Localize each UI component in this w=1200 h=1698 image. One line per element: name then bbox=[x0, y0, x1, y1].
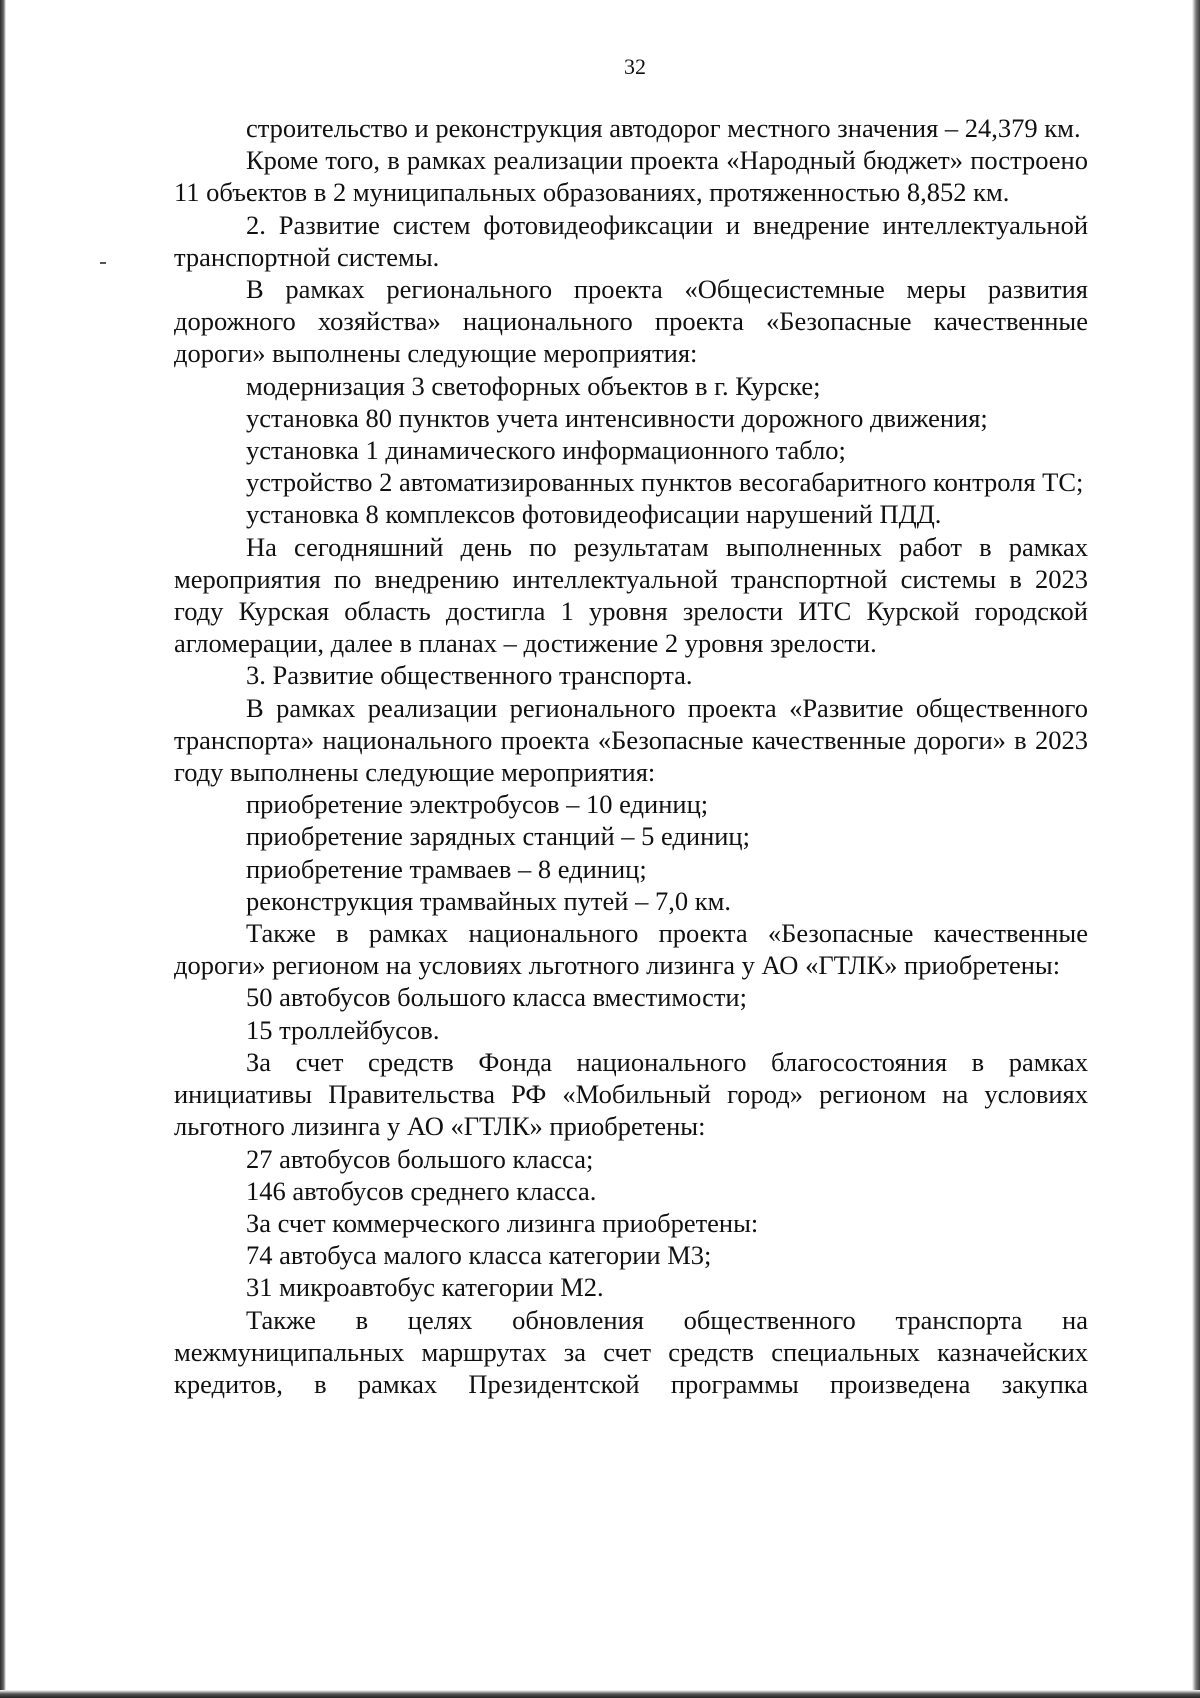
document-body bbox=[174, 112, 1088, 1400]
section-heading: 2. Развитие систем фотовидеофиксации и внедрение интеллектуальной транспортной системы. bbox=[174, 209, 1088, 272]
list-item: 74 автобуса малого класса категории М3; bbox=[246, 1240, 712, 1271]
paragraph: В рамках регионального проекта «Общесистемные меры развития дорожного хозяйства» национального проекта «Безопасные качественные дороги» выполнены следующие мероприятия: bbox=[174, 274, 1088, 369]
list-item: устройство 2 автоматизированных пунктов весогабаритного контроля ТС; bbox=[246, 467, 1084, 498]
list-item: модернизация 3 светофорных объектов в г. Курске; bbox=[246, 370, 821, 401]
list-item: 31 микроавтобус категории М2. bbox=[246, 1272, 604, 1303]
paragraph: Также в целях обновления общественного транспорта на межмуниципальных маршрутах за счет средств специальных казначейских кредитов, в рамках Президентской программы произведена закупка bbox=[174, 1304, 1088, 1399]
paragraph: За счет средств Фонда национального благосостояния в рамках инициативы Правительства РФ «Мобильный город» регионом на условиях льготного лизинга у АО «ГТЛК» приобретены: bbox=[174, 1046, 1088, 1142]
scan-edge-right bbox=[1192, 0, 1200, 1698]
paragraph: На сегодняшний день по результатам выполненных работ в рамках мероприятия по внедрению интеллектуальной транспортной системы в 2023 году Курская область достигла 1 уровня зрелости ИТС Курской городской агломерации, далее в планах – достижение 2 уровня зрелости. bbox=[174, 531, 1088, 659]
paragraph: строительство и реконструкция автодорог местного значения – 24,379 км. bbox=[246, 113, 1081, 143]
paragraph: Также в рамках национального проекта «Безопасные качественные дороги» регионом на условиях льготного лизинга у АО «ГТЛК» приобретены: bbox=[174, 918, 1088, 981]
paragraph: За счет коммерческого лизинга приобретены: bbox=[246, 1207, 759, 1238]
list-item: установка 1 динамического информационного табло; bbox=[246, 435, 846, 466]
list-item: реконструкция трамвайных путей – 7,0 км. bbox=[246, 885, 731, 916]
list-item: приобретение зарядных станций – 5 единиц; bbox=[246, 821, 750, 852]
list-item: приобретение электробусов – 10 единиц; bbox=[246, 789, 709, 820]
list-item: 50 автобусов большого класса вместимости; bbox=[246, 982, 747, 1013]
list-item: установка 80 пунктов учета интенсивности дорожного движения; bbox=[246, 402, 988, 433]
list-item: 15 троллейбусов. bbox=[246, 1014, 440, 1045]
list-item: 27 автобусов большого класса; bbox=[246, 1143, 594, 1174]
paragraph: В рамках реализации регионального проекта «Развитие общественного транспорта» национального проекта «Безопасные качественные дороги» в 2023 году выполнены следующие мероприятия: bbox=[174, 692, 1088, 788]
scan-edge-left bbox=[0, 0, 6, 1698]
paragraph: Кроме того, в рамках реализации проекта «Народный бюджет» построено 11 объектов в 2 муниципальных образованиях, протяженностью 8,852 км. bbox=[174, 145, 1088, 208]
list-item: установка 8 комплексов фотовидеофисации нарушений ПДД. bbox=[246, 499, 942, 530]
page-number: 32 bbox=[624, 54, 646, 79]
scan-edge-bottom bbox=[0, 1690, 1200, 1698]
scan-speck bbox=[100, 262, 106, 264]
list-item: 146 автобусов среднего класса. bbox=[246, 1175, 597, 1206]
list-item: приобретение трамваев – 8 единиц; bbox=[246, 853, 647, 884]
section-heading: 3. Развитие общественного транспорта. bbox=[246, 660, 693, 691]
